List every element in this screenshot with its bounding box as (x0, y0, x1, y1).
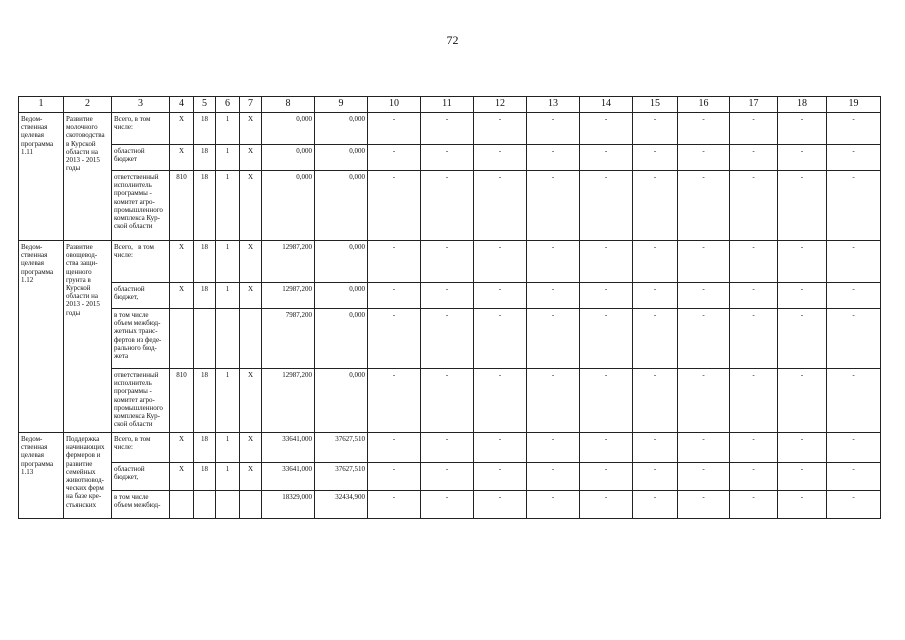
empty-value-cell: - (827, 491, 881, 519)
empty-value-cell: - (580, 433, 633, 463)
empty-value-cell: - (421, 369, 474, 433)
code-cell: 18 (194, 171, 216, 241)
column-header-12: 12 (474, 97, 527, 113)
code-cell: 1 (216, 171, 240, 241)
empty-value-cell: - (580, 283, 633, 309)
code-cell: 18 (194, 463, 216, 491)
empty-value-cell: - (827, 369, 881, 433)
empty-value-cell: - (678, 369, 730, 433)
amount-cell: 0,000 (315, 171, 368, 241)
empty-value-cell: - (474, 283, 527, 309)
empty-value-cell: - (368, 309, 421, 369)
empty-value-cell: - (368, 241, 421, 283)
empty-value-cell: - (368, 113, 421, 145)
empty-value-cell: - (633, 283, 678, 309)
empty-value-cell: - (527, 145, 580, 171)
code-cell (240, 491, 262, 519)
code-cell: 810 (170, 171, 194, 241)
empty-value-cell: - (421, 463, 474, 491)
code-cell (170, 491, 194, 519)
table-row (19, 463, 881, 491)
empty-value-cell: - (778, 241, 827, 283)
amount-cell: 33641,000 (262, 463, 315, 491)
empty-value-cell: - (730, 241, 778, 283)
empty-value-cell: - (827, 283, 881, 309)
table-row (19, 113, 881, 145)
empty-value-cell: - (633, 241, 678, 283)
code-cell: X (170, 283, 194, 309)
program-code-cell: Ведом-ственная целевая программа 1.11 (19, 113, 64, 241)
table-row (19, 309, 881, 369)
amount-cell: 0,000 (315, 241, 368, 283)
empty-value-cell: - (474, 145, 527, 171)
empty-value-cell: - (527, 241, 580, 283)
code-cell (216, 491, 240, 519)
empty-value-cell: - (421, 491, 474, 519)
amount-cell: 0,000 (262, 113, 315, 145)
program-code-cell: Ведом-ственная целевая программа 1.12 (19, 241, 64, 433)
empty-value-cell: - (580, 463, 633, 491)
empty-value-cell: - (633, 463, 678, 491)
table-row (19, 433, 881, 463)
column-header-8: 8 (262, 97, 315, 113)
table-row (19, 145, 881, 171)
empty-value-cell: - (474, 433, 527, 463)
empty-value-cell: - (678, 309, 730, 369)
code-cell: X (240, 145, 262, 171)
funding-source-cell: в том числе объем межбюд- (112, 491, 170, 519)
empty-value-cell: - (778, 369, 827, 433)
column-header-9: 9 (315, 97, 368, 113)
empty-value-cell: - (633, 113, 678, 145)
empty-value-cell: - (778, 283, 827, 309)
code-cell: 18 (194, 241, 216, 283)
code-cell: 18 (194, 369, 216, 433)
empty-value-cell: - (730, 433, 778, 463)
page-number: 72 (446, 33, 459, 47)
empty-value-cell: - (580, 113, 633, 145)
column-header-3: 3 (112, 97, 170, 113)
code-cell: 18 (194, 113, 216, 145)
empty-value-cell: - (678, 241, 730, 283)
program-name-cell: Развитие молочного скотоводства в Курской области на 2013 - 2015 годы (64, 113, 112, 241)
code-cell: 1 (216, 145, 240, 171)
empty-value-cell: - (730, 463, 778, 491)
code-cell: 810 (170, 369, 194, 433)
code-cell: X (170, 463, 194, 491)
amount-cell: 0,000 (315, 113, 368, 145)
code-cell: 1 (216, 433, 240, 463)
column-header-19: 19 (827, 97, 881, 113)
empty-value-cell: - (368, 463, 421, 491)
empty-value-cell: - (678, 113, 730, 145)
empty-value-cell: - (474, 369, 527, 433)
empty-value-cell: - (678, 491, 730, 519)
table-row (19, 241, 881, 283)
code-cell: 1 (216, 463, 240, 491)
empty-value-cell: - (827, 241, 881, 283)
empty-value-cell: - (474, 241, 527, 283)
program-name-cell: Развитие овощевод-ства защи-щенного грунта в Курской области на 2013 - 2015 годы (64, 241, 112, 433)
funding-source-cell: ответственный исполнитель программы - комитет агро-промышленного комплекса Кур-ской области (112, 171, 170, 241)
code-cell: 18 (194, 283, 216, 309)
empty-value-cell: - (633, 309, 678, 369)
column-header-10: 10 (368, 97, 421, 113)
column-header-4: 4 (170, 97, 194, 113)
code-cell: X (240, 283, 262, 309)
empty-value-cell: - (580, 171, 633, 241)
funding-source-cell: ответственный исполнитель программы - комитет агро-промышленного комплекса Кур-ской области (112, 369, 170, 433)
amount-cell: 32434,900 (315, 491, 368, 519)
empty-value-cell: - (527, 491, 580, 519)
empty-value-cell: - (527, 283, 580, 309)
empty-value-cell: - (580, 309, 633, 369)
table-row (19, 171, 881, 241)
empty-value-cell: - (474, 309, 527, 369)
empty-value-cell: - (730, 283, 778, 309)
amount-cell: 0,000 (262, 171, 315, 241)
empty-value-cell: - (678, 145, 730, 171)
table-row (19, 369, 881, 433)
empty-value-cell: - (633, 369, 678, 433)
code-cell: X (170, 113, 194, 145)
empty-value-cell: - (827, 309, 881, 369)
empty-value-cell: - (730, 145, 778, 171)
amount-cell: 0,000 (315, 145, 368, 171)
amount-cell: 7987,200 (262, 309, 315, 369)
empty-value-cell: - (421, 145, 474, 171)
code-cell: 18 (194, 433, 216, 463)
code-cell (194, 309, 216, 369)
empty-value-cell: - (827, 113, 881, 145)
empty-value-cell: - (368, 145, 421, 171)
empty-value-cell: - (633, 171, 678, 241)
code-cell (240, 309, 262, 369)
code-cell (170, 309, 194, 369)
empty-value-cell: - (527, 433, 580, 463)
empty-value-cell: - (778, 463, 827, 491)
empty-value-cell: - (527, 113, 580, 145)
code-cell: X (240, 241, 262, 283)
empty-value-cell: - (527, 171, 580, 241)
empty-value-cell: - (633, 491, 678, 519)
code-cell (194, 491, 216, 519)
code-cell: X (170, 241, 194, 283)
table-row (19, 283, 881, 309)
column-header-13: 13 (527, 97, 580, 113)
empty-value-cell: - (580, 241, 633, 283)
empty-value-cell: - (678, 433, 730, 463)
code-cell: 1 (216, 241, 240, 283)
empty-value-cell: - (730, 309, 778, 369)
empty-value-cell: - (778, 145, 827, 171)
code-cell: 1 (216, 283, 240, 309)
code-cell: X (240, 171, 262, 241)
empty-value-cell: - (827, 171, 881, 241)
funding-source-cell: областной бюджет (112, 145, 170, 171)
empty-value-cell: - (827, 463, 881, 491)
column-header-2: 2 (64, 97, 112, 113)
amount-cell: 0,000 (315, 283, 368, 309)
column-header-11: 11 (421, 97, 474, 113)
code-cell (216, 309, 240, 369)
column-header-17: 17 (730, 97, 778, 113)
column-header-7: 7 (240, 97, 262, 113)
funding-source-cell: Всего, в том числе: (112, 241, 170, 283)
code-cell: 18 (194, 145, 216, 171)
funding-source-cell: в том числе объем межбюд-жетных транс-фертов из феде-рального бюд-жета (112, 309, 170, 369)
empty-value-cell: - (827, 433, 881, 463)
code-cell: X (240, 433, 262, 463)
empty-value-cell: - (421, 433, 474, 463)
column-header-15: 15 (633, 97, 678, 113)
empty-value-cell: - (474, 463, 527, 491)
funding-source-cell: Всего, в том числе: (112, 113, 170, 145)
column-header-1: 1 (19, 97, 64, 113)
empty-value-cell: - (678, 171, 730, 241)
code-cell: X (240, 369, 262, 433)
program-name-cell: Поддержка начинающих фермеров и развитие семейных животновод-ческих ферм на базе кре-стьянских (64, 433, 112, 519)
amount-cell: 0,000 (315, 369, 368, 433)
empty-value-cell: - (730, 369, 778, 433)
code-cell: X (240, 463, 262, 491)
code-cell: 1 (216, 113, 240, 145)
amount-cell: 33641,000 (262, 433, 315, 463)
empty-value-cell: - (778, 433, 827, 463)
empty-value-cell: - (678, 283, 730, 309)
column-header-16: 16 (678, 97, 730, 113)
empty-value-cell: - (580, 491, 633, 519)
empty-value-cell: - (827, 145, 881, 171)
amount-cell: 37627,510 (315, 463, 368, 491)
funding-source-cell: областной бюджет, (112, 463, 170, 491)
empty-value-cell: - (474, 113, 527, 145)
empty-value-cell: - (421, 309, 474, 369)
table-row (19, 491, 881, 519)
column-header-6: 6 (216, 97, 240, 113)
empty-value-cell: - (730, 113, 778, 145)
empty-value-cell: - (527, 463, 580, 491)
funding-source-cell: областной бюджет, (112, 283, 170, 309)
amount-cell: 12987,200 (262, 369, 315, 433)
empty-value-cell: - (730, 171, 778, 241)
empty-value-cell: - (421, 241, 474, 283)
empty-value-cell: - (633, 145, 678, 171)
column-header-5: 5 (194, 97, 216, 113)
empty-value-cell: - (527, 309, 580, 369)
empty-value-cell: - (368, 369, 421, 433)
empty-value-cell: - (678, 463, 730, 491)
empty-value-cell: - (368, 433, 421, 463)
column-header-14: 14 (580, 97, 633, 113)
column-header-18: 18 (778, 97, 827, 113)
empty-value-cell: - (368, 491, 421, 519)
funding-source-cell: Всего, в том числе: (112, 433, 170, 463)
budget-table (18, 96, 881, 519)
amount-cell: 18329,000 (262, 491, 315, 519)
amount-cell: 12987,200 (262, 241, 315, 283)
amount-cell: 0,000 (262, 145, 315, 171)
program-code-cell: Ведом-ственная целевая программа 1.13 (19, 433, 64, 519)
empty-value-cell: - (633, 433, 678, 463)
empty-value-cell: - (474, 491, 527, 519)
amount-cell: 0,000 (315, 309, 368, 369)
code-cell: X (170, 145, 194, 171)
code-cell: 1 (216, 369, 240, 433)
empty-value-cell: - (368, 283, 421, 309)
empty-value-cell: - (778, 309, 827, 369)
empty-value-cell: - (778, 491, 827, 519)
code-cell: X (170, 433, 194, 463)
amount-cell: 12987,200 (262, 283, 315, 309)
empty-value-cell: - (730, 491, 778, 519)
empty-value-cell: - (778, 171, 827, 241)
column-number-row (19, 97, 881, 113)
empty-value-cell: - (421, 171, 474, 241)
amount-cell: 37627,510 (315, 433, 368, 463)
empty-value-cell: - (421, 113, 474, 145)
empty-value-cell: - (421, 283, 474, 309)
empty-value-cell: - (368, 171, 421, 241)
empty-value-cell: - (580, 145, 633, 171)
empty-value-cell: - (778, 113, 827, 145)
empty-value-cell: - (580, 369, 633, 433)
empty-value-cell: - (474, 171, 527, 241)
code-cell: X (240, 113, 262, 145)
empty-value-cell: - (527, 369, 580, 433)
